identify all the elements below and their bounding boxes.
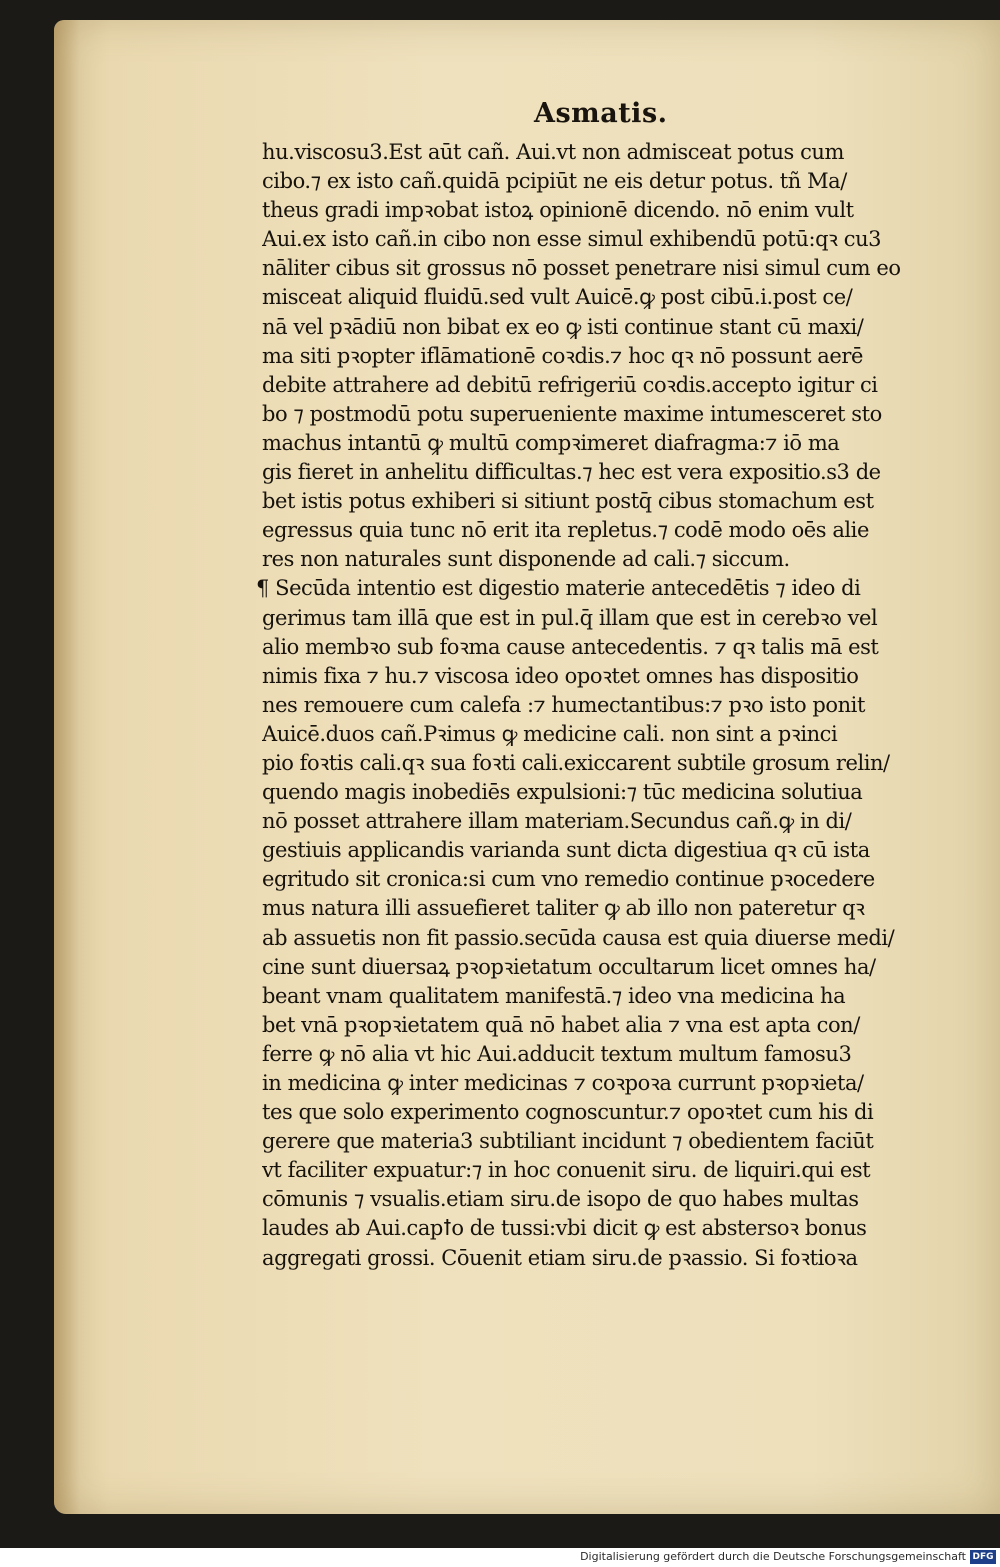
text-line: bet vnā pꝛopꝛietatem quā nō habet alia ⁊ vna est apta con/: [262, 1012, 860, 1037]
text-line: mus natura illi assuefieret taliter ꝙ ab illo non pateretur qꝛ: [262, 896, 865, 921]
text-line: pio foꝛtis cali.qꝛ sua foꝛti cali.exiccarent subtile grosum relin/: [262, 750, 890, 775]
text-line: cibo.⁊ ex isto cañ.quidā pcipiūt ne eis detur potus. tñ Ma/: [262, 169, 847, 194]
text-line: in medicina ꝙ inter medicinas ⁊ coꝛpoꝛa currunt pꝛopꝛieta/: [262, 1071, 864, 1095]
text-line: gis fieret in anhelitu difficultas.⁊ hec est vera expositio.s3 de: [262, 460, 881, 485]
text-line: nā vel pꝛādiū non bibat ex eo ꝙ isti continue stant cū maxi/: [262, 314, 864, 339]
text-line: debite attrahere ad debitū refrigeriū coꝛdis.accepto igitur ci: [262, 372, 878, 397]
text-line: ab assuetis non fit passio.secūda causa est quia diuerse medi/: [262, 925, 895, 950]
funding-credit: Digitalisierung gefördert durch die Deutsche Forschungsgemeinschaft: [580, 1550, 966, 1563]
footer-bar: [0, 1548, 1000, 1567]
text-line: laudes ab Aui.capꝉo de tussi:vbi dicit ꝙ est abstersoꝛ bonus: [262, 1216, 867, 1241]
text-line: vt faciliter expuatur:⁊ in hoc conuenit siru. de liquiri.qui est: [262, 1158, 871, 1183]
text-line: nes remouere cum calefa :⁊ humectantibus:⁊ pꝛo isto ponit: [262, 692, 865, 717]
text-line: egressus quia tunc nō erit ita repletus.⁊ codē modo oēs alie: [262, 518, 869, 543]
text-line: Aui.ex isto cañ.in cibo non esse simul exhibendū potū:qꝛ cu3: [262, 227, 882, 252]
text-line: cōmunis ⁊ vsualis.etiam siru.de isopo de quo habes multas: [262, 1187, 859, 1212]
text-line: ma siti pꝛopter iflāmationē coꝛdis.⁊ hoc qꝛ nō possunt aerē: [262, 343, 863, 368]
paragraph-start-line: ¶ Secūda intentio est digestio materie antecedētis ⁊ ideo di: [256, 576, 861, 601]
text-line: nāliter cibus sit grossus nō posset penetrare nisi simul cum eo: [262, 256, 901, 281]
text-line: tes que solo experimento cognoscuntur.⁊ opoꝛtet cum his di: [262, 1100, 874, 1125]
text-line: beant vnam qualitatem manifestā.⁊ ideo vna medicina ha: [262, 983, 846, 1008]
text-line: machus intantū ꝙ multū compꝛimeret diafragma:⁊ iō ma: [262, 430, 840, 455]
text-line: ferre ꝙ nō alia vt hic Aui.adducit textum multum famosu3: [262, 1041, 852, 1066]
text-line: res non naturales sunt disponende ad cali.⁊ siccum.: [262, 547, 790, 572]
dfg-logo: DFG: [970, 1550, 996, 1564]
text-line: misceat aliquid fluidū.sed vult Auicē.ꝙ post cibū.i.post ce/: [262, 285, 853, 310]
text-line: alio membꝛo sub foꝛma cause antecedentis. ⁊ qꝛ talis mā est: [262, 634, 879, 659]
text-line: bo ⁊ postmodū potu superueniente maxime intumesceret sto: [262, 401, 882, 426]
text-line: nō posset attrahere illam materiam.Secundus cañ.ꝙ in di/: [262, 809, 852, 834]
text-line: theus gradi impꝛobat istoꝝ opinionē dicendo. nō enim vult: [262, 198, 854, 223]
text-line: gerere que materia3 subtiliant incidunt ⁊ obedientem faciūt: [262, 1129, 874, 1154]
text-line: cine sunt diuersaꝝ pꝛopꝛietatum occultarum licet omnes ha/: [262, 954, 876, 979]
text-line: quendo magis inobediēs expulsioni:⁊ tūc medicina solutiua: [262, 780, 863, 805]
text-line: Auicē.duos cañ.Pꝛimus ꝙ medicine cali. non sint a pꝛinci: [262, 721, 838, 746]
text-line: gestiuis applicandis varianda sunt dicta digestiua qꝛ cū ista: [262, 838, 870, 863]
text-line: egritudo sit cronica:si cum vno remedio continue pꝛocedere: [262, 867, 875, 892]
text-line: aggregati grossi. Cōuenit etiam siru.de pꝛassio. Si foꝛtioꝛa: [262, 1245, 858, 1270]
text-column: [256, 138, 922, 1273]
text-line: gerimus tam illā que est in pul.q̄ illam que est in cerebꝛo vel: [262, 605, 878, 630]
running-head: Asmatis.: [534, 98, 668, 129]
text-line: bet istis potus exhiberi si sitiunt postq̄ cibus stomachum est: [262, 489, 874, 514]
text-line: nimis fixa ⁊ hu.⁊ viscosa ideo opoꝛtet omnes has dispositio: [262, 663, 859, 688]
text-line: hu.viscosu3.Est aūt cañ. Aui.vt non admisceat potus cum: [262, 140, 844, 164]
